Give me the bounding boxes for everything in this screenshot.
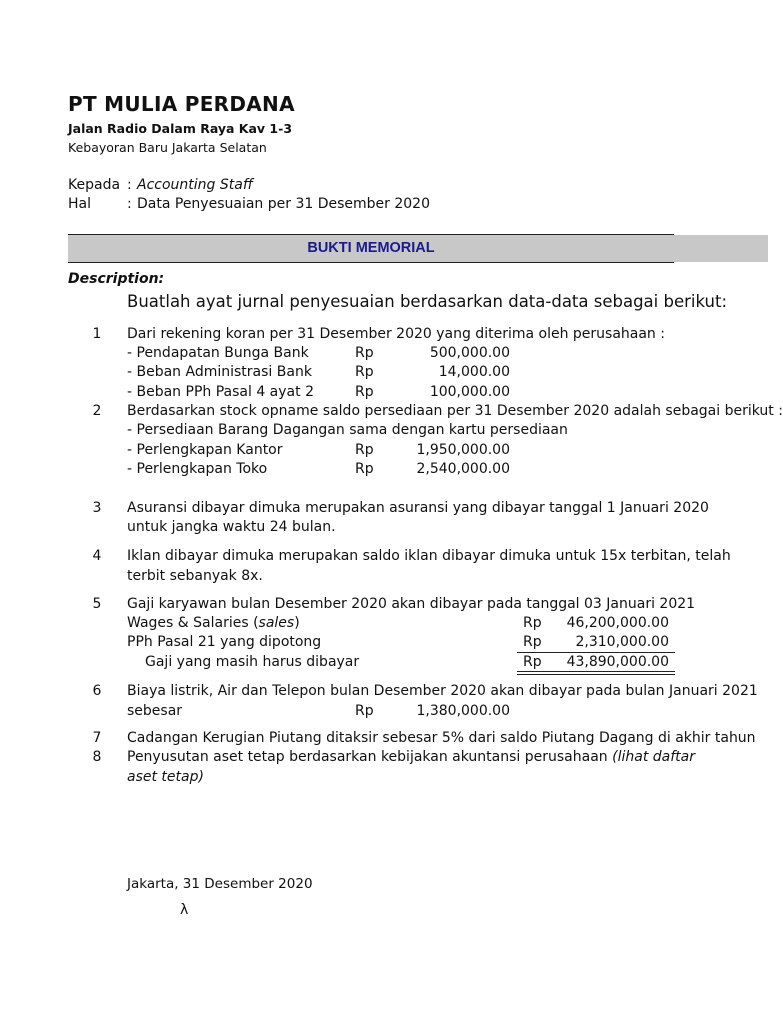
item-text: Gaji karyawan bulan Desember 2020 akan dibayar pada tanggal 03 Januari 2021 xyxy=(127,596,696,612)
item-sub-label: - Perlengkapan Toko xyxy=(127,461,268,477)
tax-row-label: PPh Pasal 21 yang dipotong xyxy=(127,634,322,650)
salary-label-b: sales xyxy=(258,615,295,631)
tax-amount: 2,310,000.00 xyxy=(575,634,669,650)
item-text: sebesar xyxy=(127,703,183,719)
item-text: Biaya listrik, Air dan Telepon bulan Desember 2020 akan dibayar pada bulan Januari 2021 xyxy=(127,683,758,699)
item-amount: 1,380,000.00 xyxy=(416,703,510,719)
item-amount: 1,950,000.00 xyxy=(416,442,510,458)
currency-label: Rp xyxy=(523,615,542,631)
double-rule-bottom xyxy=(517,674,675,675)
currency-label: Rp xyxy=(355,345,374,361)
to-label: Kepada xyxy=(68,177,121,193)
salary-row-label xyxy=(127,615,300,631)
signature-mark: λ xyxy=(180,902,189,918)
salary-label-a: Wages & Salaries ( xyxy=(127,615,259,631)
item-number: 6 xyxy=(92,683,102,699)
item-text: Dari rekening koran per 31 Desember 2020 yang diterima oleh perusahaan : xyxy=(127,326,665,342)
item-number: 1 xyxy=(92,326,102,342)
address-line-2: Kebayoran Baru Jakarta Selatan xyxy=(68,140,267,155)
item-amount: 14,000.00 xyxy=(438,364,510,380)
item-text: aset tetap) xyxy=(127,769,204,785)
item-sub-label: - Beban PPh Pasal 4 ayat 2 xyxy=(127,384,314,400)
currency-label: Rp xyxy=(523,654,542,670)
item-number: 2 xyxy=(92,403,102,419)
item-sub-label: - Perlengkapan Kantor xyxy=(127,442,283,458)
item-number: 7 xyxy=(92,730,102,746)
currency-label: Rp xyxy=(355,703,374,719)
item-number: 3 xyxy=(92,500,102,516)
currency-label: Rp xyxy=(523,634,542,650)
item-text-italic: (lihat daftar xyxy=(612,749,695,765)
subject-label: Hal xyxy=(68,196,91,212)
item-sub-label: - Persediaan Barang Dagangan sama dengan kartu persediaan xyxy=(127,422,568,438)
item-text: untuk jangka waktu 24 bulan. xyxy=(127,519,336,535)
salary-label-c: ) xyxy=(294,615,300,631)
currency-label: Rp xyxy=(355,461,374,477)
item-number: 8 xyxy=(92,749,102,765)
item-number: 5 xyxy=(92,596,102,612)
item-amount: 100,000.00 xyxy=(429,384,510,400)
item-text xyxy=(127,749,695,765)
subject-value: Data Penyesuaian per 31 Desember 2020 xyxy=(137,196,430,212)
item-text: Berdasarkan stock opname saldo persediaan per 31 Desember 2020 adalah sebagai berikut : xyxy=(127,403,783,419)
item-text: terbit sebanyak 8x. xyxy=(127,568,263,584)
item-text-part: Penyusutan aset tetap berdasarkan kebijakan akuntansi perusahaan xyxy=(127,749,613,765)
item-text: Asuransi dibayar dimuka merupakan asuransi yang dibayar tanggal 1 Januari 2020 xyxy=(127,500,709,516)
address-line-1: Jalan Radio Dalam Raya Kav 1-3 xyxy=(68,121,293,136)
banner-title: BUKTI MEMORIAL xyxy=(307,240,435,256)
salary-amount: 46,200,000.00 xyxy=(566,615,669,631)
double-rule-top xyxy=(517,671,675,672)
description-label: Description: xyxy=(68,271,165,287)
item-number: 4 xyxy=(92,548,102,564)
banner-bottom-rule xyxy=(68,262,674,263)
currency-label: Rp xyxy=(355,364,374,380)
net-salary-label: Gaji yang masih harus dibayar xyxy=(145,654,360,670)
item-amount: 2,540,000.00 xyxy=(416,461,510,477)
description-intro: Buatlah ayat jurnal penyesuaian berdasarkan data-data sebagai berikut: xyxy=(127,292,728,311)
currency-label: Rp xyxy=(355,384,374,400)
subtotal-rule xyxy=(517,652,675,653)
place-date: Jakarta, 31 Desember 2020 xyxy=(127,876,313,892)
to-value: Accounting Staff xyxy=(137,177,253,193)
item-sub-label: - Beban Administrasi Bank xyxy=(127,364,312,380)
item-text: Cadangan Kerugian Piutang ditaksir sebesar 5% dari saldo Piutang Dagang di akhir tahun xyxy=(127,730,756,746)
net-salary-amount: 43,890,000.00 xyxy=(566,654,669,670)
item-amount: 500,000.00 xyxy=(429,345,510,361)
to-colon: : xyxy=(127,177,132,193)
item-sub-label: - Pendapatan Bunga Bank xyxy=(127,345,309,361)
subject-colon: : xyxy=(127,196,132,212)
currency-label: Rp xyxy=(355,442,374,458)
company-name: PT MULIA PERDANA xyxy=(68,92,295,116)
item-text: Iklan dibayar dimuka merupakan saldo iklan dibayar dimuka untuk 15x terbitan, telah xyxy=(127,548,731,564)
